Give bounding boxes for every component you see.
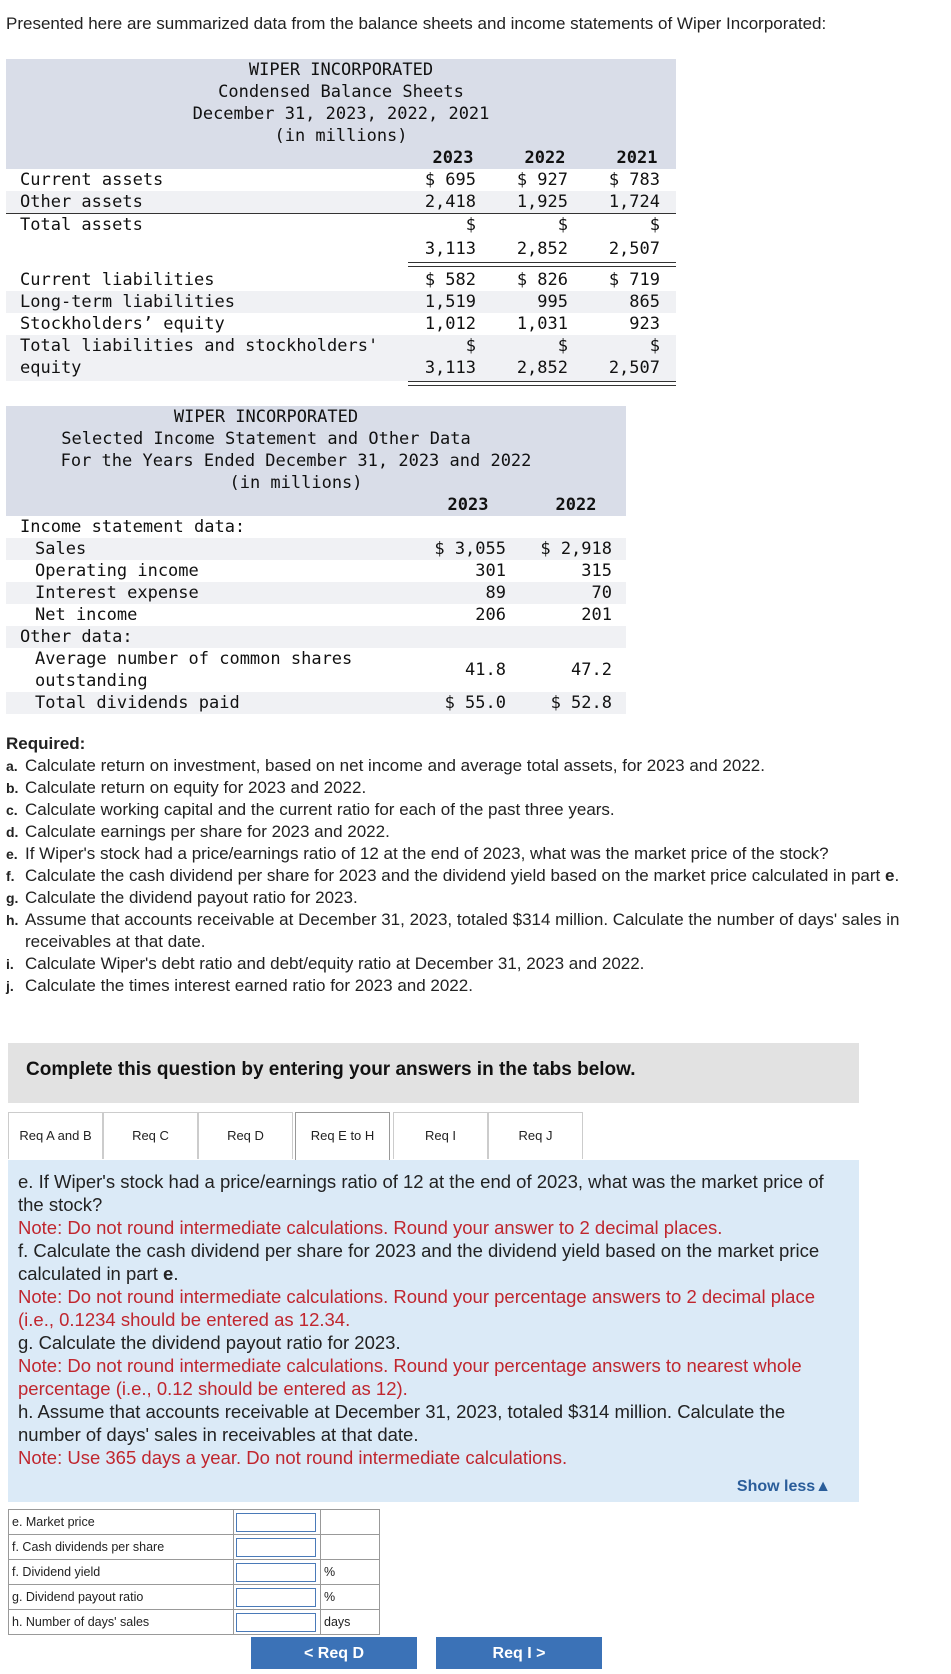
answer-unit: % bbox=[321, 1585, 380, 1610]
is-row-operating-income bbox=[6, 560, 626, 582]
tab-req-i[interactable]: Req I bbox=[393, 1112, 488, 1159]
row-label: Other assets bbox=[20, 192, 143, 212]
note-f: Note: Do not round intermediate calculations. Round your percentage answers to 2 decimal place (i.e., 0.1234 should be entered as 12.34. bbox=[18, 1286, 815, 1330]
required-item-j bbox=[6, 975, 946, 997]
bs-row-total-assets bbox=[6, 213, 676, 262]
item-text: Calculate Wiper's debt ratio and debt/equity ratio at December 31, 2023 and 2022. bbox=[25, 954, 645, 973]
tab-req-d[interactable]: Req D bbox=[198, 1112, 293, 1159]
required-item-g bbox=[6, 887, 946, 909]
value-2022: 1,031 bbox=[516, 314, 568, 334]
value-2022: 47.2 bbox=[571, 660, 612, 680]
value-2023: 1,519 bbox=[424, 292, 476, 312]
row-label: Stockholders’ equity bbox=[20, 314, 225, 334]
value-2022: $ 52.8 bbox=[550, 693, 612, 713]
is-year-2022: 2022 bbox=[555, 495, 597, 515]
tab-req-j[interactable]: Req J bbox=[488, 1112, 583, 1159]
item-bold: e bbox=[884, 866, 895, 885]
item-letter: b. bbox=[6, 780, 19, 796]
value-2022: 201 bbox=[581, 605, 612, 625]
required-item-d bbox=[6, 821, 946, 843]
prev-req-d-button[interactable]: < Req D bbox=[251, 1637, 417, 1669]
required-item-a bbox=[6, 755, 946, 777]
item-tail: . bbox=[894, 866, 900, 885]
row-label: Total dividends paid bbox=[35, 693, 240, 713]
answer-unit bbox=[321, 1535, 380, 1560]
value-2023-sign: $ bbox=[465, 336, 476, 356]
row-label: Long-term liabilities bbox=[20, 292, 235, 312]
item-text: Calculate the times interest earned ratio for 2023 and 2022. bbox=[25, 976, 473, 995]
bs-year-2021: 2021 bbox=[616, 148, 658, 168]
item-letter: h. bbox=[6, 912, 19, 928]
answer-unit: days bbox=[321, 1610, 380, 1635]
dividend-yield-input[interactable] bbox=[236, 1563, 316, 1582]
row-label: Current assets bbox=[20, 170, 164, 190]
note-e: Note: Do not round intermediate calculations. Round your answer to 2 decimal places. bbox=[18, 1217, 723, 1238]
item-letter: i. bbox=[6, 956, 14, 972]
row-label: Current liabilities bbox=[20, 270, 215, 290]
row-label: Total liabilities and stockholders' bbox=[20, 336, 379, 356]
value-2022: $ 826 bbox=[516, 270, 568, 290]
value-2022: 1,925 bbox=[516, 192, 568, 212]
double-underline bbox=[408, 262, 676, 267]
answer-table bbox=[8, 1509, 380, 1635]
value-2023: 2,418 bbox=[424, 192, 476, 212]
bs-title-4: (in millions) bbox=[274, 126, 408, 146]
row-label: Average number of common shares bbox=[35, 649, 353, 669]
question-f bbox=[18, 1239, 848, 1285]
instructions-panel bbox=[8, 1160, 859, 1502]
item-text: Calculate the cash dividend per share for 2023 and the dividend yield based on the market price calculated in part bbox=[25, 866, 885, 885]
bs-row-stockholders-equity bbox=[6, 313, 676, 335]
value-2023: 41.8 bbox=[465, 660, 506, 680]
answer-label: e. Market price bbox=[9, 1510, 234, 1535]
bs-row-current-liabilities bbox=[6, 269, 676, 291]
question-f-text: f. Calculate the cash dividend per share for 2023 and the dividend yield based on the market price calculated in part bbox=[18, 1240, 820, 1284]
is-row-avg-shares bbox=[6, 648, 626, 692]
tab-req-e-to-h[interactable]: Req E to H bbox=[295, 1112, 390, 1161]
question-f-bold: e bbox=[163, 1263, 174, 1284]
value-2023: $ 55.0 bbox=[444, 693, 506, 713]
bs-year-2022: 2022 bbox=[524, 148, 566, 168]
bs-title-1: WIPER INCORPORATED bbox=[248, 60, 434, 80]
value-2022-sign: $ bbox=[557, 336, 568, 356]
answer-row-cash-dividends bbox=[9, 1535, 380, 1560]
days-sales-input[interactable] bbox=[236, 1613, 316, 1632]
value-2022: 995 bbox=[537, 292, 568, 312]
is-year-2023: 2023 bbox=[447, 495, 489, 515]
item-text: Calculate working capital and the current ratio for each of the past three years. bbox=[25, 800, 615, 819]
bs-row-other-assets bbox=[6, 191, 676, 213]
row-label: Operating income bbox=[35, 561, 199, 581]
value-2023: 3,113 bbox=[424, 239, 476, 259]
required-item-i bbox=[6, 953, 946, 975]
value-2021: 865 bbox=[629, 292, 660, 312]
item-letter: d. bbox=[6, 824, 19, 840]
required-item-f bbox=[6, 865, 946, 887]
value-2023: $ 582 bbox=[424, 270, 476, 290]
is-title-3: For the Years Ended December 31, 2023 and 2022 bbox=[60, 451, 532, 471]
intro-text: Presented here are summarized data from the balance sheets and income statements of Wiper Incorporated: bbox=[6, 14, 827, 33]
answer-row-market-price bbox=[9, 1510, 380, 1535]
item-text: Calculate earnings per share for 2023 and 2022. bbox=[25, 822, 390, 841]
answer-row-days-sales bbox=[9, 1610, 380, 1635]
market-price-input[interactable] bbox=[236, 1513, 316, 1532]
value-2021: 2,507 bbox=[608, 358, 660, 378]
bs-title-2: Condensed Balance Sheets bbox=[218, 82, 464, 102]
balance-sheet-header bbox=[6, 59, 676, 169]
is-title-1: WIPER INCORPORATED bbox=[173, 407, 359, 427]
answer-label: h. Number of days' sales bbox=[9, 1610, 234, 1635]
question-e: e. If Wiper's stock had a price/earnings ratio of 12 at the end of 2023, what was the market price of the stock? bbox=[18, 1171, 824, 1215]
value-2023-sign: $ bbox=[465, 215, 476, 235]
answer-cell bbox=[234, 1510, 321, 1535]
complete-prompt-box bbox=[8, 1043, 859, 1103]
item-letter: c. bbox=[6, 802, 18, 818]
is-row-interest-expense bbox=[6, 582, 626, 604]
answer-unit: % bbox=[321, 1560, 380, 1585]
answer-cell bbox=[234, 1535, 321, 1560]
item-text: Calculate the dividend payout ratio for 2023. bbox=[25, 888, 358, 907]
income-statement bbox=[6, 406, 626, 713]
is-title-4: (in millions) bbox=[229, 473, 363, 493]
row-label-cont: equity bbox=[20, 358, 82, 378]
value-2022-sign: $ bbox=[557, 215, 568, 235]
value-2023: 3,113 bbox=[424, 358, 476, 378]
tab-req-c[interactable]: Req C bbox=[103, 1112, 198, 1159]
answer-label: f. Cash dividends per share bbox=[9, 1535, 234, 1560]
is-row-sales bbox=[6, 538, 626, 560]
answer-label: g. Dividend payout ratio bbox=[9, 1585, 234, 1610]
value-2022: 70 bbox=[591, 583, 612, 603]
bs-title-3: December 31, 2023, 2022, 2021 bbox=[192, 104, 490, 124]
double-underline bbox=[408, 381, 676, 386]
value-2021-sign: $ bbox=[649, 215, 660, 235]
item-letter: j. bbox=[6, 978, 14, 994]
value-2023: 89 bbox=[485, 583, 506, 603]
bs-row-long-term-liabilities bbox=[6, 291, 676, 313]
value-2022: 2,852 bbox=[516, 358, 568, 378]
row-label: Other data: bbox=[20, 627, 133, 647]
item-letter: f. bbox=[6, 868, 15, 884]
value-2021: 923 bbox=[629, 314, 660, 334]
answer-unit bbox=[321, 1510, 380, 1535]
is-title-2: Selected Income Statement and Other Data bbox=[61, 429, 471, 449]
is-row-net-income bbox=[6, 604, 626, 626]
value-2022: 315 bbox=[581, 561, 612, 581]
item-letter: a. bbox=[6, 758, 18, 774]
item-letter: g. bbox=[6, 890, 19, 906]
is-row-total-dividends bbox=[6, 692, 626, 714]
tab-bar bbox=[8, 1112, 859, 1161]
value-2021: $ 719 bbox=[608, 270, 660, 290]
required-section bbox=[6, 733, 946, 997]
value-2022: $ 2,918 bbox=[540, 539, 612, 559]
value-2023: 301 bbox=[475, 561, 506, 581]
tab-req-a-and-b[interactable]: Req A and B bbox=[8, 1112, 103, 1159]
answer-cell bbox=[234, 1585, 321, 1610]
required-heading: Required: bbox=[6, 734, 86, 753]
answer-cell bbox=[234, 1610, 321, 1635]
question-f-tail: . bbox=[173, 1263, 179, 1284]
value-2022: $ 927 bbox=[516, 170, 568, 190]
value-2021: $ 783 bbox=[608, 170, 660, 190]
question-h: h. Assume that accounts receivable at December 31, 2023, totaled $314 million. Calculate the number of days' sales in receivables at that date. bbox=[18, 1401, 786, 1445]
answer-row-payout-ratio bbox=[9, 1585, 380, 1610]
item-letter: e. bbox=[6, 846, 18, 862]
required-item-c bbox=[6, 799, 946, 821]
row-label: Income statement data: bbox=[20, 517, 246, 537]
item-text: Calculate return on equity for 2023 and 2022. bbox=[25, 778, 367, 797]
item-text: Assume that accounts receivable at December 31, 2023, totaled $314 million. Calculate the number of days' sales in receivables at that date. bbox=[25, 910, 900, 951]
answer-label: f. Dividend yield bbox=[9, 1560, 234, 1585]
row-label: Sales bbox=[35, 539, 87, 559]
next-req-i-button[interactable]: Req I > bbox=[436, 1637, 602, 1669]
item-text: Calculate return on investment, based on net income and average total assets, for 2023 and 2022. bbox=[25, 756, 765, 775]
value-2021-sign: $ bbox=[649, 336, 660, 356]
income-statement-header bbox=[6, 406, 626, 516]
answer-row-dividend-yield bbox=[9, 1560, 380, 1585]
required-item-h bbox=[6, 909, 946, 953]
row-label: Interest expense bbox=[35, 583, 199, 603]
value-2023: 206 bbox=[475, 605, 506, 625]
note-g: Note: Do not round intermediate calculations. Round your percentage answers to nearest whole percentage (i.e., 0.12 should be entered as 12). bbox=[18, 1355, 802, 1399]
bs-row-current-assets bbox=[6, 169, 676, 191]
value-2023: $ 695 bbox=[424, 170, 476, 190]
value-2023: 1,012 bbox=[424, 314, 476, 334]
required-item-b bbox=[6, 777, 946, 799]
row-label: Net income bbox=[35, 605, 138, 625]
answer-cell bbox=[234, 1560, 321, 1585]
value-2021: 1,724 bbox=[608, 192, 660, 212]
cash-dividends-input[interactable] bbox=[236, 1538, 316, 1557]
value-2022: 2,852 bbox=[516, 239, 568, 259]
complete-prompt: Complete this question by entering your answers in the tabs below. bbox=[26, 1059, 636, 1080]
value-2023: $ 3,055 bbox=[434, 539, 506, 559]
is-row-other-data bbox=[6, 626, 626, 648]
balance-sheet bbox=[6, 59, 676, 378]
item-text: If Wiper's stock had a price/earnings ratio of 12 at the end of 2023, what was the market price of the stock? bbox=[25, 844, 829, 863]
row-label: Total assets bbox=[20, 215, 143, 235]
value-2021: 2,507 bbox=[608, 239, 660, 259]
question-g: g. Calculate the dividend payout ratio for 2023. bbox=[18, 1332, 401, 1353]
show-less-link[interactable]: Show less▲ bbox=[736, 1478, 831, 1495]
bs-row-total-liabilities-equity bbox=[6, 335, 676, 381]
note-h: Note: Use 365 days a year. Do not round intermediate calculations. bbox=[18, 1447, 568, 1468]
bs-year-2023: 2023 bbox=[432, 148, 474, 168]
row-label-cont: outstanding bbox=[35, 671, 148, 691]
is-row-heading bbox=[6, 516, 626, 538]
payout-ratio-input[interactable] bbox=[236, 1588, 316, 1607]
required-item-e bbox=[6, 843, 946, 865]
